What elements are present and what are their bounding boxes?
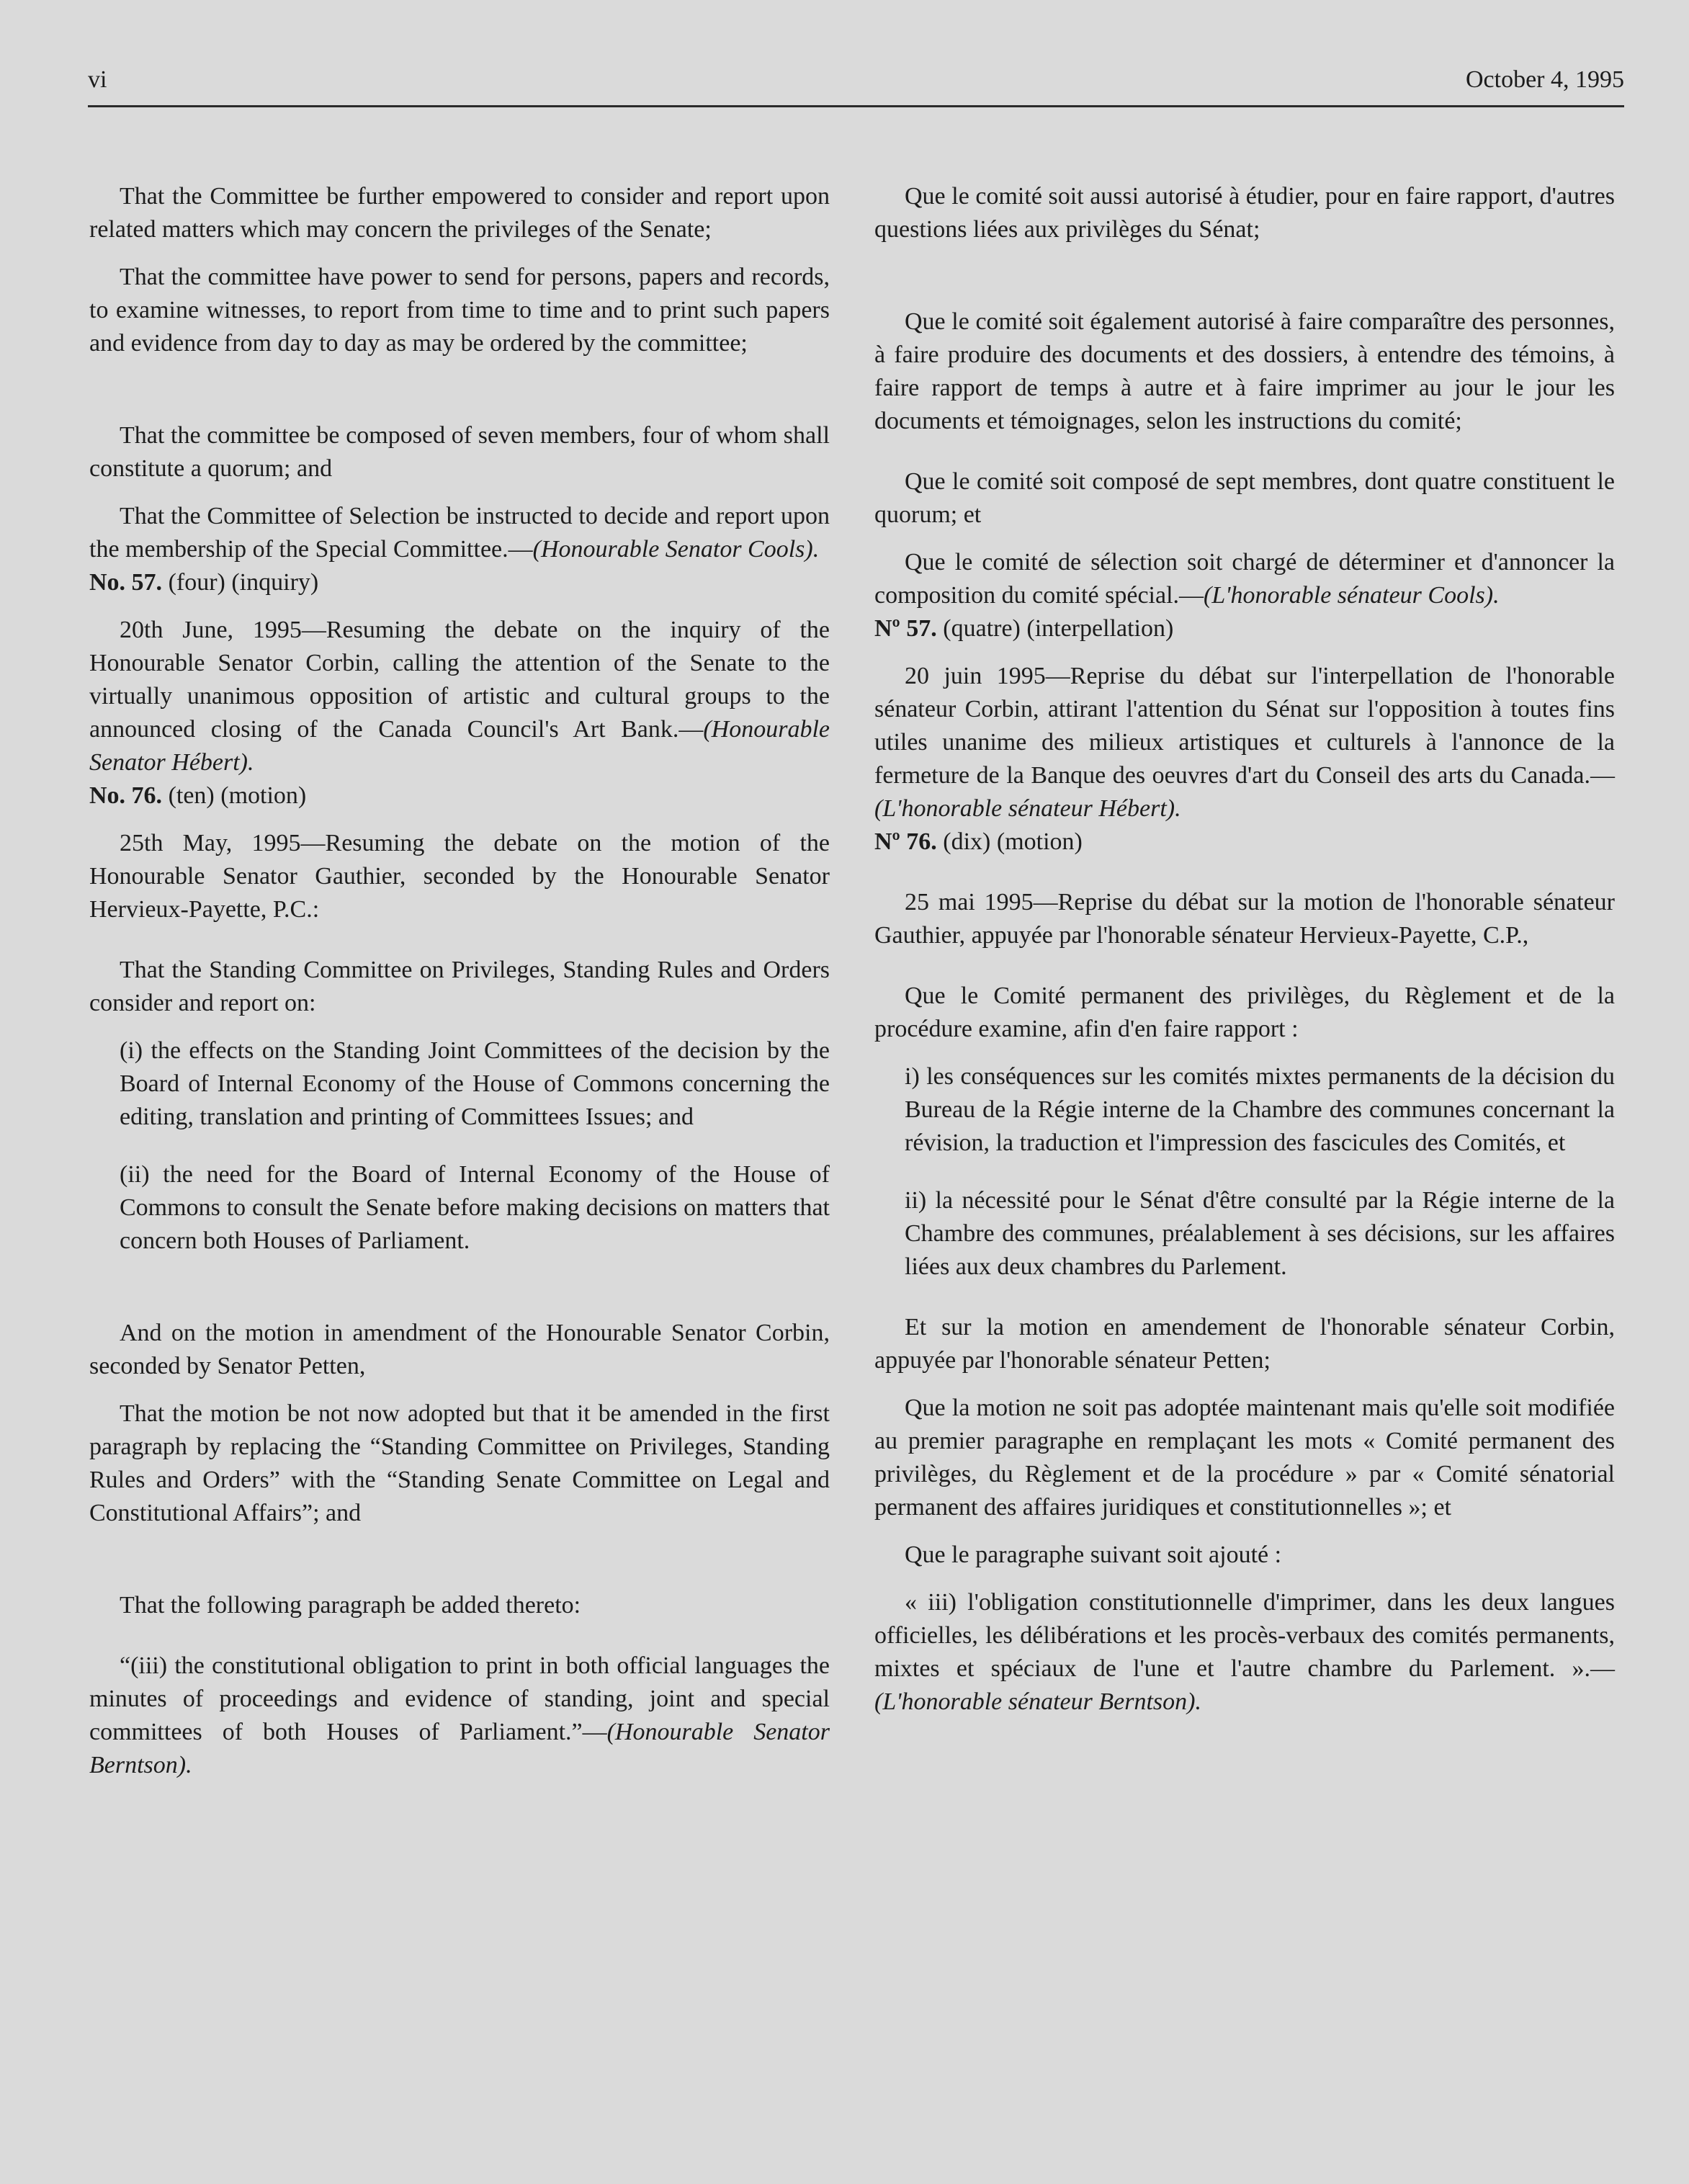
fr-heading-76 bbox=[874, 825, 1615, 859]
en-paragraph-76-add: That the following paragraph be added thereto: bbox=[120, 1592, 581, 1619]
fr-57-text: 20 juin 1995—Reprise du débat sur l'interpellation de l'honorable sénateur Corbin, attirant l'attention du Sénat sur l'opposition à toutes fins utiles unanime des milieux artistiques et culturels à l'annonce de la fermeture de la Banque des oeuvres d'art du Conseil des arts du Canada.— bbox=[874, 663, 1615, 789]
en-76-iii-cite: (Honourable Senator Berntson). bbox=[89, 1719, 830, 1778]
en-heading-57-label: (four) (inquiry) bbox=[162, 569, 319, 596]
fr-paragraph-76-item-i: i) les conséquences sur les comités mixtes permanents de la décision du Bureau de la Régie interne de la Chambre des communes concernant la révision, la traduction et l'impression des fascicules des Comités, et bbox=[905, 1063, 1615, 1156]
fr-76-iii-cite: (L'honorable sénateur Berntson). bbox=[874, 1688, 1201, 1715]
fr-paragraph-powers: Que le comité soit également autorisé à faire comparaître des personnes, à faire produire des documents et des dossiers, à entendre des témoins, à faire rapport de temps à autre et à faire imprimer au jour le jour les documents et témoignages, selon les instructions du comité; bbox=[874, 308, 1615, 434]
en-heading-76-label: (ten) (motion) bbox=[162, 782, 307, 809]
en-paragraph-57 bbox=[89, 614, 830, 779]
fr-paragraph-76-amend-text: Que la motion ne soit pas adoptée maintenant mais qu'elle soit modifiée au premier paragraphe en remplaçant les mots « Comité permanent des privilèges, du Règlement et de la procédure » par « Comité sénatorial permanent des affaires juridiques et constitutionnelles »; et bbox=[874, 1395, 1615, 1521]
en-76-iii-text: “(iii) the constitutional obligation to print in both official languages the minutes of proceedings and evidence of standing, joint and special committees of both Houses of Parliament.”— bbox=[89, 1652, 830, 1745]
page-number: vi bbox=[88, 66, 107, 93]
fr-57-cite: (L'honorable sénateur Hébert). bbox=[874, 795, 1181, 822]
fr-76-iii-text: « iii) l'obligation constitutionnelle d'imprimer, dans les deux langues officielles, les délibérations et les procès-verbaux des comités permanents, mixtes et spéciaux de l'une et l'autre chambre du Parlement. ».— bbox=[874, 1589, 1615, 1682]
fr-heading-57 bbox=[874, 612, 1615, 645]
en-paragraph-76-item-iii bbox=[89, 1650, 830, 1782]
en-57-cite: (Honourable Senator Hébert). bbox=[89, 716, 830, 776]
fr-paragraph-57 bbox=[874, 660, 1615, 825]
en-selection-cite: (Honourable Senator Cools). bbox=[532, 536, 820, 563]
en-paragraph-powers: That the committee have power to send for persons, papers and records, to examine witnesses, to report from time to time and to print such papers and evidence from day to day as may be ordered by the committee; bbox=[89, 264, 830, 357]
fr-paragraph-selection bbox=[874, 546, 1615, 612]
header-date: October 4, 1995 bbox=[1465, 66, 1624, 93]
fr-heading-76-number: Nº 76. bbox=[874, 828, 937, 855]
fr-heading-57-label: (quatre) (interpellation) bbox=[936, 615, 1174, 642]
en-heading-76 bbox=[89, 779, 830, 813]
en-heading-76-number: No. 76. bbox=[89, 782, 163, 809]
fr-paragraph-76-item-ii: ii) la nécessité pour le Sénat d'être consulté par la Régie interne de la Chambre des communes, préalablement à ses décisions, sur les affaires liées aux deux chambres du Parlement. bbox=[905, 1187, 1615, 1280]
en-paragraph-76-amend-text: That the motion be not now adopted but that it be amended in the first paragraph by replacing the “Standing Committee on Privileges, Standing Rules and Orders” with the “Standing Senate Committee on Legal and Constitutional Affairs”; and bbox=[89, 1400, 830, 1526]
fr-heading-76-label: (dix) (motion) bbox=[936, 828, 1083, 855]
en-paragraph-composition: That the committee be composed of seven members, four of whom shall constitute a quorum; and bbox=[89, 422, 830, 482]
fr-selection-text: Que le comité de sélection soit chargé de déterminer et d'annoncer la composition du comité spécial.— bbox=[874, 549, 1615, 609]
french-column bbox=[874, 180, 1615, 1719]
en-paragraph-selection bbox=[89, 500, 830, 566]
fr-paragraph-76-add: Que le paragraphe suivant soit ajouté : bbox=[905, 1541, 1282, 1568]
en-paragraph-76-item-i: (i) the effects on the Standing Joint Committees of the decision by the Board of Internal Economy of the House of Commons concerning the editing, translation and printing of Committees Issues; and bbox=[120, 1037, 830, 1130]
en-selection-text: That the Committee of Selection be instructed to decide and report upon the membership of the Special Committee.— bbox=[89, 503, 830, 563]
page-header bbox=[88, 62, 1624, 107]
en-heading-57 bbox=[89, 566, 830, 599]
en-paragraph-76-amendment: And on the motion in amendment of the Honourable Senator Corbin, seconded by Senator Petten, bbox=[89, 1320, 830, 1379]
english-column bbox=[89, 180, 830, 1782]
fr-paragraph-76-item-iii bbox=[874, 1586, 1615, 1719]
en-paragraph-76-item-ii: (ii) the need for the Board of Internal Economy of the House of Commons to consult the Senate before making decisions on matters that concern both Houses of Parliament. bbox=[120, 1161, 830, 1254]
fr-paragraph-composition: Que le comité soit composé de sept membres, dont quatre constituent le quorum; et bbox=[874, 468, 1615, 528]
en-paragraph-76: 25th May, 1995—Resuming the debate on the motion of the Honourable Senator Gauthier, seconded by the Honourable Senator Hervieux-Payette, P.C.: bbox=[89, 830, 830, 923]
fr-paragraph-76: 25 mai 1995—Reprise du débat sur la motion de l'honorable sénateur Gauthier, appuyée par l'honorable sénateur Hervieux-Payette, C.P., bbox=[874, 889, 1615, 949]
fr-paragraph-76a: Que le Comité permanent des privilèges, du Règlement et de la procédure examine, afin d'en faire rapport : bbox=[874, 983, 1615, 1042]
fr-paragraph-76-amendment: Et sur la motion en amendement de l'honorable sénateur Corbin, appuyée par l'honorable sénateur Petten; bbox=[874, 1314, 1615, 1374]
en-57-text: 20th June, 1995—Resuming the debate on the inquiry of the Honourable Senator Corbin, calling the attention of the Senate to the virtually unanimous opposition of artistic and cultural groups to the announced closing of the Canada Council's Art Bank.— bbox=[89, 617, 830, 743]
fr-selection-cite: (L'honorable sénateur Cools). bbox=[1204, 582, 1500, 609]
en-paragraph-privileges: That the Committee be further empowered to consider and report upon related matters which may concern the privileges of the Senate; bbox=[89, 183, 830, 243]
en-paragraph-76a: That the Standing Committee on Privileges, Standing Rules and Orders consider and report on: bbox=[89, 957, 830, 1016]
en-heading-57-number: No. 57. bbox=[89, 569, 163, 596]
fr-paragraph-privileges: Que le comité soit aussi autorisé à étudier, pour en faire rapport, d'autres questions liées aux privilèges du Sénat; bbox=[874, 183, 1615, 243]
fr-heading-57-number: Nº 57. bbox=[874, 615, 937, 642]
